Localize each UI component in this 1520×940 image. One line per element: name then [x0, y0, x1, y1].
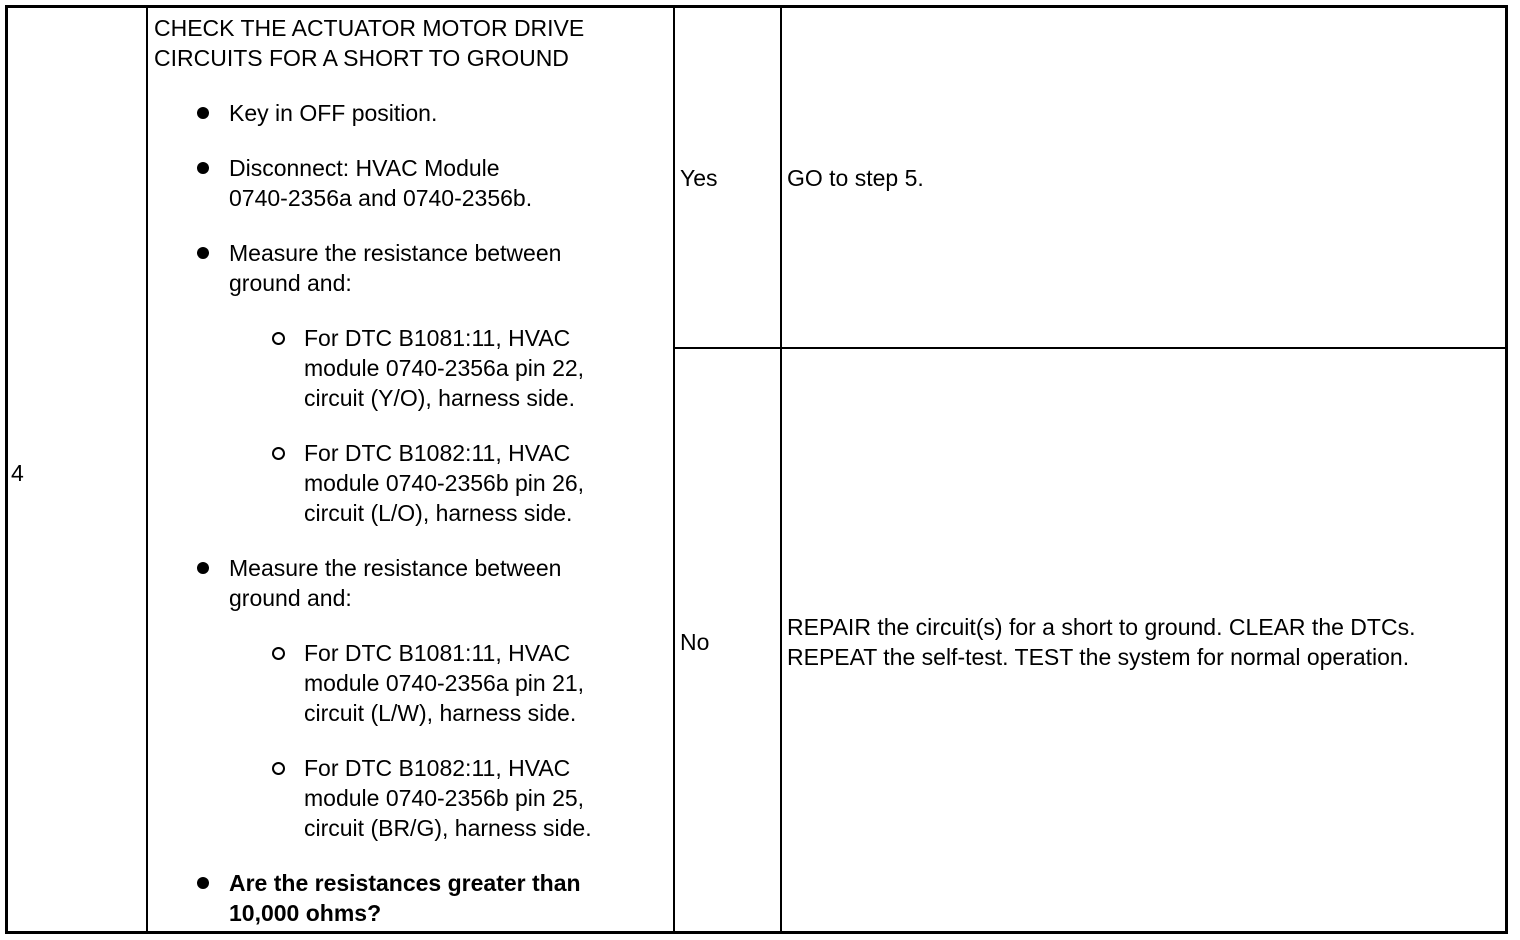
- instruction-measure-2-line-2: ground and:: [229, 585, 352, 611]
- hollow-circle-bullet-icon: [272, 647, 285, 660]
- column-divider-step: [146, 6, 148, 932]
- hollow-circle-bullet-icon: [272, 447, 285, 460]
- result-no-action-line-1: REPAIR the circuit(s) for a short to ground. CLEAR the DTCs.: [787, 614, 1416, 640]
- filled-circle-bullet-icon: [197, 247, 209, 259]
- sub-instruction-b1082-pin26-line-2: module 0740-2356b pin 26,: [304, 470, 585, 496]
- column-divider-result: [780, 6, 782, 932]
- sub-instruction-b1081-pin21-line-1: For DTC B1081:11, HVAC: [304, 640, 571, 666]
- result-no-action-line-2: REPEAT the self-test. TEST the system for normal operation.: [787, 644, 1410, 670]
- instruction-disconnect-line-1: Disconnect: HVAC Module: [229, 155, 500, 181]
- filled-circle-bullet-icon: [197, 107, 209, 119]
- sub-instruction-b1081-pin21-line-3: circuit (L/W), harness side.: [304, 700, 577, 726]
- sub-instruction-b1082-pin25-line-2: module 0740-2356b pin 25,: [304, 785, 585, 811]
- sub-instruction-b1082-pin25-line-1: For DTC B1082:11, HVAC: [304, 755, 571, 781]
- result-yes-label: Yes: [680, 165, 718, 191]
- sub-instruction-b1082-pin26-line-3: circuit (L/O), harness side.: [304, 500, 573, 526]
- sub-instruction-b1082-pin25-line-3: circuit (BR/G), harness side.: [304, 815, 592, 841]
- diagnostic-step-table: [5, 5, 1508, 934]
- instruction-measure-2-line-1: Measure the resistance between: [229, 555, 562, 581]
- step-heading-line-1: CHECK THE ACTUATOR MOTOR DRIVE: [154, 15, 585, 41]
- sub-instruction-b1081-pin22-line-3: circuit (Y/O), harness side.: [304, 385, 575, 411]
- question-resistance-line-1: Are the resistances greater than: [229, 870, 581, 896]
- step-number: 4: [11, 460, 24, 486]
- question-resistance-line-2: 10,000 ohms?: [229, 900, 382, 926]
- sub-instruction-b1081-pin22-line-1: For DTC B1081:11, HVAC: [304, 325, 571, 351]
- hollow-circle-bullet-icon: [272, 332, 285, 345]
- hollow-circle-bullet-icon: [272, 762, 285, 775]
- instruction-measure-1-line-2: ground and:: [229, 270, 352, 296]
- sub-instruction-b1082-pin26-line-1: For DTC B1082:11, HVAC: [304, 440, 571, 466]
- instruction-disconnect-line-2: 0740-2356a and 0740-2356b.: [229, 185, 533, 211]
- filled-circle-bullet-icon: [197, 562, 209, 574]
- sub-instruction-b1081-pin21-line-2: module 0740-2356a pin 21,: [304, 670, 585, 696]
- filled-circle-bullet-icon: [197, 162, 209, 174]
- filled-circle-bullet-icon: [197, 877, 209, 889]
- result-yes-action: GO to step 5.: [787, 165, 924, 191]
- row-divider-yes-no: [674, 347, 1506, 349]
- column-divider-action: [673, 6, 675, 932]
- result-no-label: No: [680, 629, 710, 655]
- sub-instruction-b1081-pin22-line-2: module 0740-2356a pin 22,: [304, 355, 585, 381]
- step-heading-line-2: CIRCUITS FOR A SHORT TO GROUND: [154, 45, 569, 71]
- instruction-measure-1-line-1: Measure the resistance between: [229, 240, 562, 266]
- instruction-key-off: Key in OFF position.: [229, 100, 438, 126]
